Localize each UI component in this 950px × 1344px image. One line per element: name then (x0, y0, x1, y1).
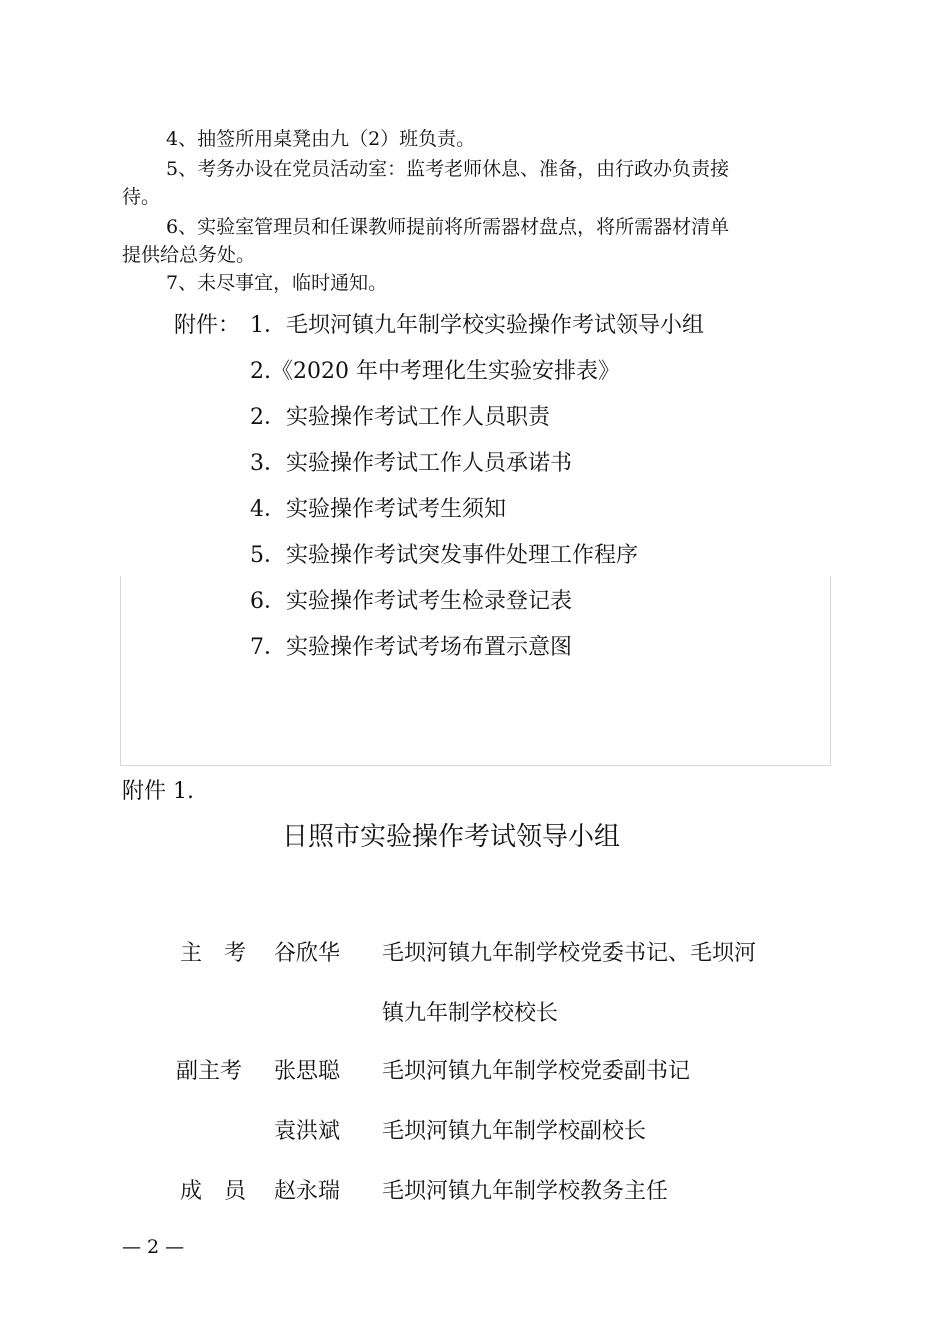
attachment-item: 1．毛坝河镇九年制学校实验操作考试领导小组 (250, 313, 704, 338)
note-5-line1: 5、考务办设在党员活动室：监考老师休息、准备，由行政办负责接 (166, 158, 730, 180)
member-title: 毛坝河镇九年制学校教务主任 (382, 1179, 669, 1204)
note-4: 4、抽签所用桌凳由九（2）班负责。 (166, 128, 476, 150)
attachment-item: 3．实验操作考试工作人员承诺书 (250, 451, 572, 476)
note-5-line2: 待。 (122, 186, 161, 208)
appendix-label: 附件 1. (122, 779, 194, 804)
member-name: 袁洪斌 (274, 1119, 341, 1144)
member-role: 成 员 (180, 1179, 247, 1204)
attachment-item: 4．实验操作考试考生须知 (250, 497, 506, 522)
attachment-item: 5．实验操作考试突发事件处理工作程序 (250, 543, 638, 568)
attachment-item: 2.《2020 年中考理化生实验安排表》 (250, 359, 620, 384)
note-6-line2: 提供给总务处。 (122, 244, 256, 266)
member-title-continued: 镇九年制学校校长 (382, 1001, 559, 1026)
attachment-item: 7．实验操作考试考场布置示意图 (250, 635, 572, 660)
note-7: 7、未尽事宜，临时通知。 (166, 272, 388, 294)
note-6-line1: 6、实验室管理员和任课教师提前将所需器材盘点，将所需器材清单 (166, 216, 730, 238)
member-role: 副主考 (176, 1059, 243, 1084)
member-title: 毛坝河镇九年制学校党委书记、毛坝河 (382, 941, 757, 966)
member-title: 毛坝河镇九年制学校党委副书记 (382, 1059, 691, 1084)
attachments-label: 附件： (174, 313, 241, 338)
member-name: 赵永瑞 (274, 1179, 341, 1204)
member-name: 张思聪 (274, 1059, 341, 1084)
attachment-item: 6．实验操作考试考生检录登记表 (250, 589, 572, 614)
member-title: 毛坝河镇九年制学校副校长 (382, 1119, 647, 1144)
page-number: — 2 — (122, 1236, 185, 1258)
member-role: 主 考 (180, 941, 247, 966)
member-name: 谷欣华 (274, 941, 341, 966)
appendix-title: 日照市实验操作考试领导小组 (282, 822, 621, 852)
attachment-item: 2．实验操作考试工作人员职责 (250, 405, 550, 430)
